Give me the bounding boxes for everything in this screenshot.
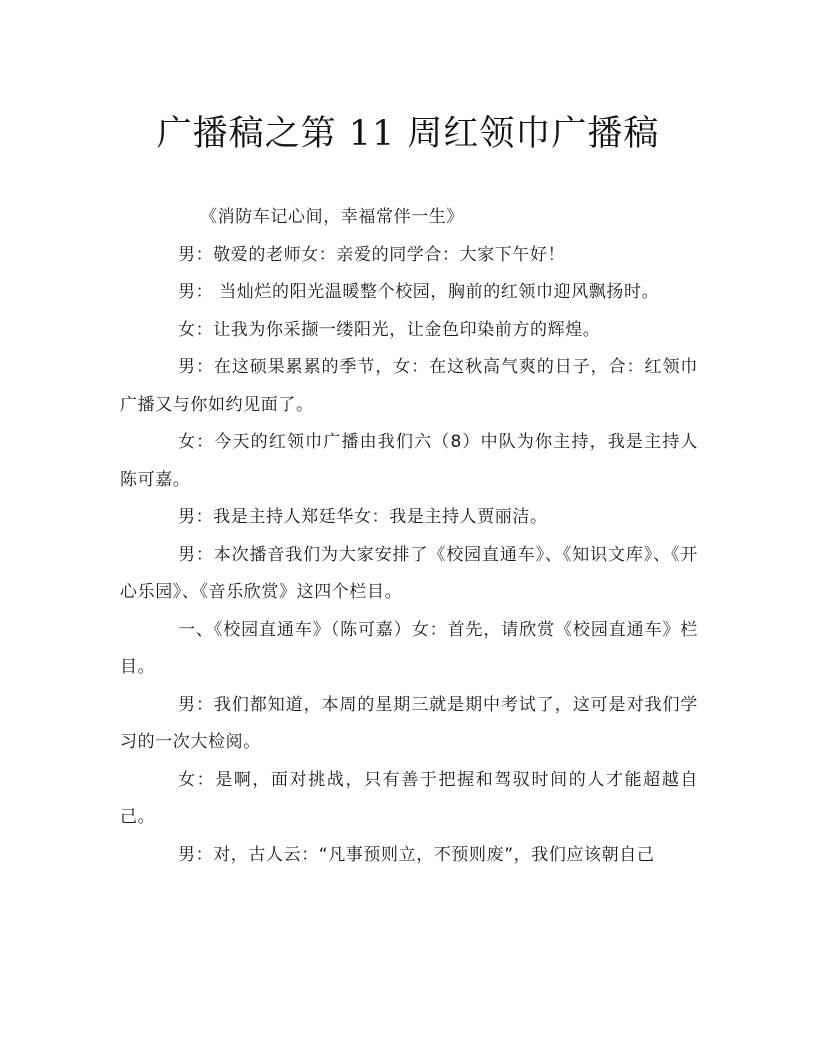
paragraph: 男：我们都知道，本周的星期三就是期中考试了，这可是对我们学习的一次大检阅。 bbox=[120, 694, 698, 752]
paragraph: 女：让我为你采撷一缕阳光，让金色印染前方的辉煌。 bbox=[178, 319, 601, 340]
document-title: 广播稿之第 11 周红领巾广播稿 bbox=[156, 114, 660, 154]
document-body bbox=[120, 199, 698, 874]
paragraph: 女：是啊，面对挑战，只有善于把握和驾驭时间的人才能超越自己。 bbox=[120, 769, 698, 827]
paragraph: 男：敬爱的老师女：亲爱的同学合：大家下午好！ bbox=[178, 244, 566, 265]
program-subtitle: 《消防车记心间，幸福常伴一生》 bbox=[200, 207, 464, 227]
paragraph: 男： 当灿烂的阳光温暖整个校园，胸前的红领巾迎风飘扬时。 bbox=[178, 282, 660, 302]
paragraph: 女：今天的红领巾广播由我们六（8）中队为你主持，我是主持人陈可嘉。 bbox=[120, 432, 698, 490]
paragraph: 男：本次播音我们为大家安排了《校园直通车》、《知识文库》、《开心乐园》、《音乐欣赏》这四个栏目。 bbox=[120, 544, 698, 602]
paragraph: 一、《校园直通车》（陈可嘉）女：首先，请欣赏《校园直通车》栏目。 bbox=[120, 619, 698, 677]
paragraph: 男：在这硕果累累的季节，女：在这秋高气爽的日子，合：红领巾广播又与你如约见面了。 bbox=[120, 357, 698, 415]
paragraph: 男：对，古人云：“凡事预则立，不预则废”，我们应该朝自己 bbox=[178, 844, 655, 865]
paragraph: 男：我是主持人郑廷华女：我是主持人贾丽洁。 bbox=[178, 507, 548, 527]
